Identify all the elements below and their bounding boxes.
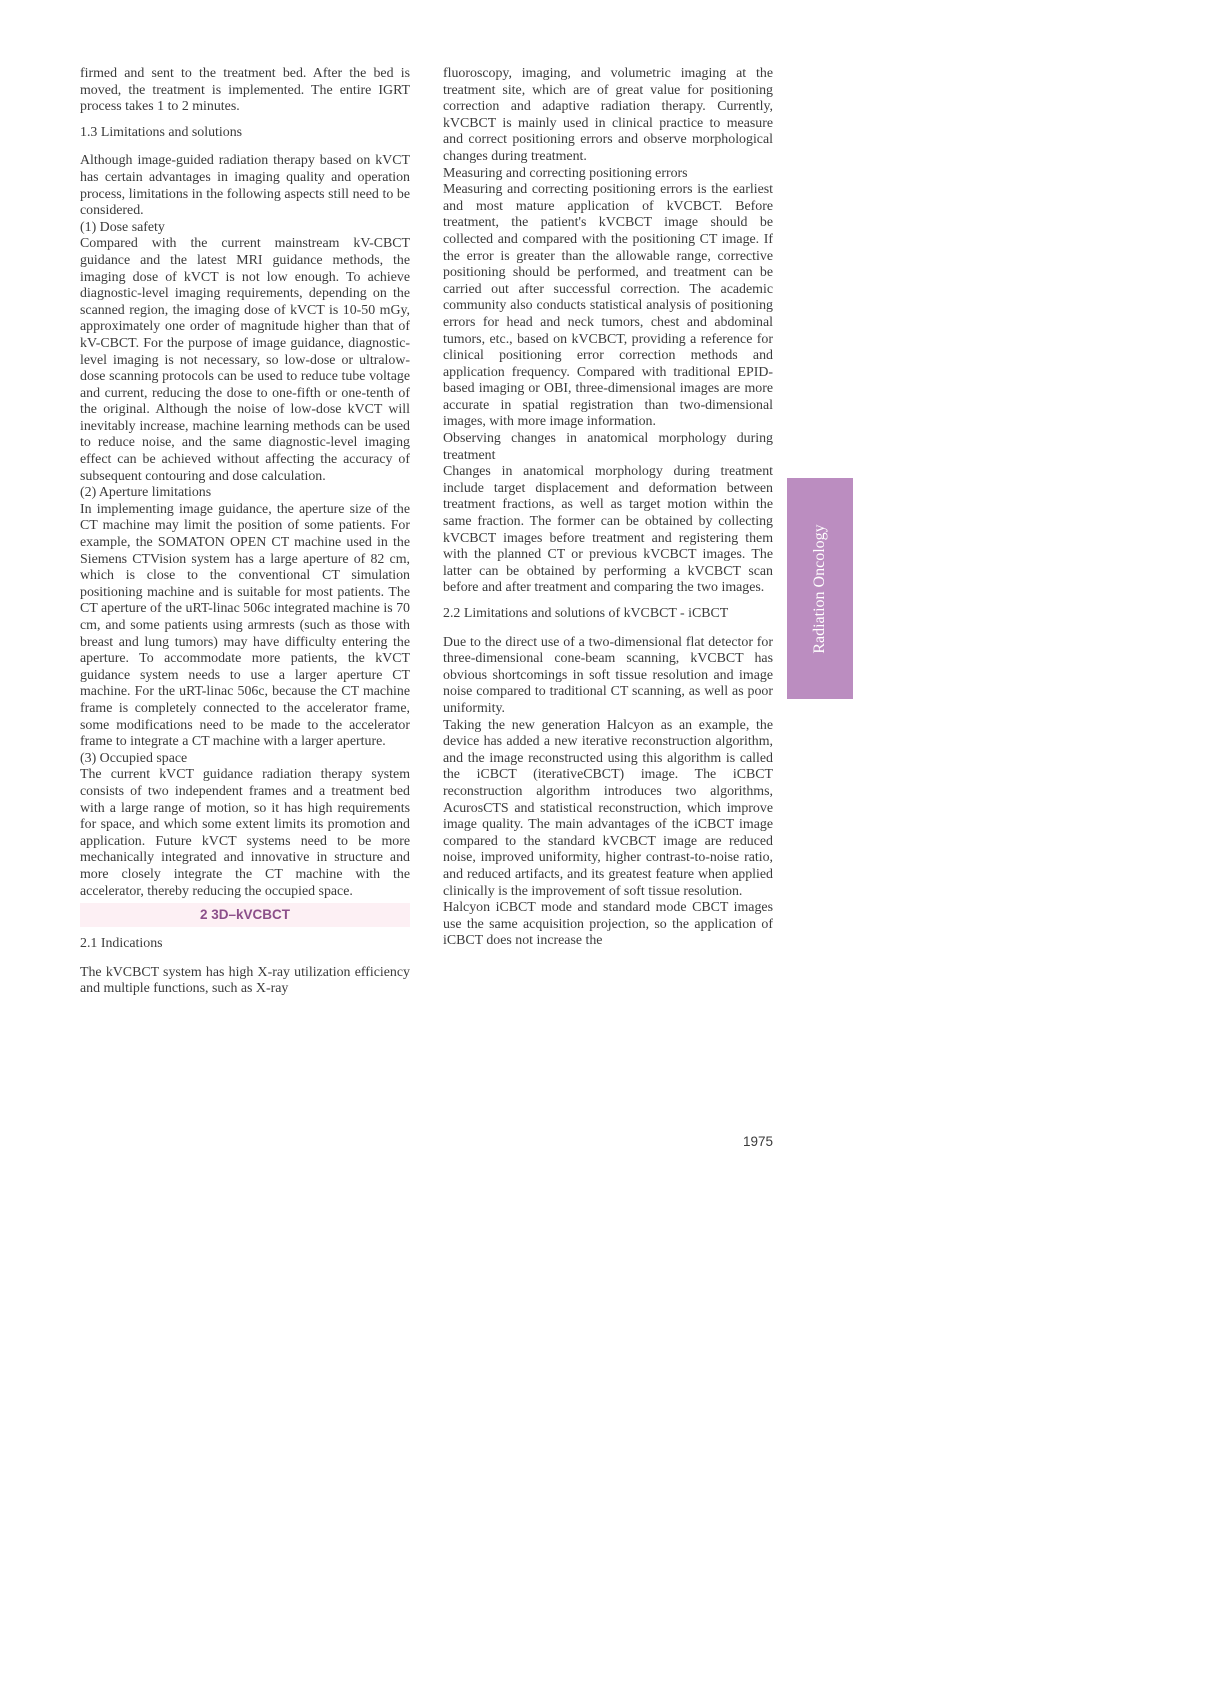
paragraph: Halcyon iCBCT mode and standard mode CBCT images use the same acquisition projection, so the application of iCBCT does not increase the — [443, 900, 773, 949]
page-number: 1975 — [742, 1134, 773, 1149]
paragraph: Due to the direct use of a two-dimensional flat detector for three-dimensional cone-beam scanning, kVCBCT has obvious shortcomings in soft tissue resolution and image noise compared to traditional CT scanning, as well as poor uniformity. — [443, 634, 773, 716]
paragraph: In implementing image guidance, the aperture size of the CT machine may limit the position of some patients. For example, the SOMATON OPEN CT machine used in the Siemens CTVision system has a large aperture of 82 cm, which is close to the conventional CT simulation positioning machine and is suitable for most patients. The CT aperture of the uRT-linac 506c integrated machine is 70 cm, and some patients using armrests (such as those with breast and lung tumors) may have difficulty entering the aperture. To accommodate more patients, the kVCT guidance system needs to use a larger aperture CT machine. For the uRT-linac 506c, because the CT machine frame is completely connected to the accelerator frame, some modifications need to be made to the accelerator frame to integrate a CT machine with a larger aperture. — [80, 501, 410, 750]
paragraph: The kVCBCT system has high X-ray utilization efficiency and multiple functions, such as X-ray — [80, 964, 410, 997]
left-column — [80, 66, 410, 998]
section-heading-2-2: 2.2 Limitations and solutions of kVCBCT - iCBCT — [443, 606, 729, 621]
subheading-dose-safety: (1) Dose safety — [80, 219, 165, 235]
paragraph: Although image-guided radiation therapy based on kVCT has certain advantages in imaging quality and operation process, limitations in the following aspects still need to be considered. — [80, 153, 410, 219]
section-heading-1-3: 1.3 Limitations and solutions — [80, 124, 243, 140]
section-heading-2-1: 2.1 Indications — [80, 936, 163, 952]
right-column — [443, 66, 773, 950]
side-tab-label: Radiation Oncology — [811, 523, 828, 654]
section-title-bar: 2 3D–kVCBCT — [80, 903, 410, 927]
paragraph: firmed and sent to the treatment bed. After the bed is moved, the treatment is implemented. The entire IGRT process takes 1 to 2 minutes. — [80, 66, 410, 115]
paragraph: Compared with the current mainstream kV-CBCT guidance and the latest MRI guidance methods, the imaging dose of kVCT is not low enough. To achieve diagnostic-level imaging requirements, depending on the scanned region, the imaging dose of kVCT is 10-50 mGy, approximately one order of magnitude higher than that of kV-CBCT. For the purpose of image guidance, diagnostic-level imaging is not necessary, so low-dose or ultralow-dose scanning protocols can be used to reduce tube voltage and current, reducing the dose to one-fifth or one-tenth of the original. Although the noise of low-dose kVCT will inevitably increase, machine learning methods can be used to reduce noise, and the same diagnostic-level imaging effect can be achieved without affecting the accuracy of subsequent contouring and dose calculation. — [80, 236, 410, 484]
subheading-aperture-limitations: (2) Aperture limitations — [80, 485, 212, 501]
paragraph: The current kVCT guidance radiation therapy system consists of two independent frames and a treatment bed with a large range of motion, so it has high requirements for space, and which some extent limits its promotion and application. Future kVCT systems need to be more mechanically integrated and innovative in structure and more closely integrate the CT machine with the accelerator, thereby reducing the occupied space. — [80, 767, 410, 899]
subheading-positioning-errors: Measuring and correcting positioning errors — [443, 165, 688, 181]
paragraph: fluoroscopy, imaging, and volumetric imaging at the treatment site, which are of great value for positioning correction and adaptive radiation therapy. Currently, kVCBCT is mainly used in clinical practice to measure and correct positioning errors and observe morphological changes during treatment. — [443, 66, 773, 164]
subheading-occupied-space: (3) Occupied space — [80, 750, 188, 766]
section-side-tab — [787, 478, 853, 699]
paragraph: Taking the new generation Halcyon as an example, the device has added a new iterative reconstruction algorithm, and the image reconstructed using this algorithm is called the iCBCT (iterativeCBCT) image. The iCBCT reconstruction algorithm introduces two algorithms, AcurosCTS and statistical reconstruction, which improve image quality. The main advantages of the iCBCT image compared to the standard kVCBCT image are reduced noise, improved uniformity, higher contrast-to-noise ratio, and reduced artifacts, and its greatest feature when applied clinically is the improvement of soft tissue resolution. — [443, 717, 773, 899]
paragraph: Measuring and correcting positioning errors is the earliest and most mature application of kVCBCT. Before treatment, the patient's kVCBCT image should be collected and compared with the positioning CT image. If the error is greater than the allowable range, corrective positioning should be performed, and treatment can be carried out after successful correction. The academic community also conducts statistical analysis of positioning errors for head and neck tumors, chest and abdominal tumors, etc., based on kVCBCT, providing a reference for clinical positioning error correction methods and application frequency. Compared with traditional EPID-based imaging or OBI, three-dimensional images are more accurate in spatial registration than two-dimensional images, with more image information. — [443, 182, 773, 430]
paragraph: Changes in anatomical morphology during treatment include target displacement and deformation between treatment fractions, as well as target motion within the same fraction. The former can be obtained by collecting kVCBCT images before treatment and registering them with the planned CT or previous kVCBCT images. The latter can be obtained by performing a kVCBCT scan before and after treatment and comparing the two images. — [443, 464, 773, 596]
subheading-anatomical-morphology: Observing changes in anatomical morphology during treatment — [443, 431, 773, 463]
